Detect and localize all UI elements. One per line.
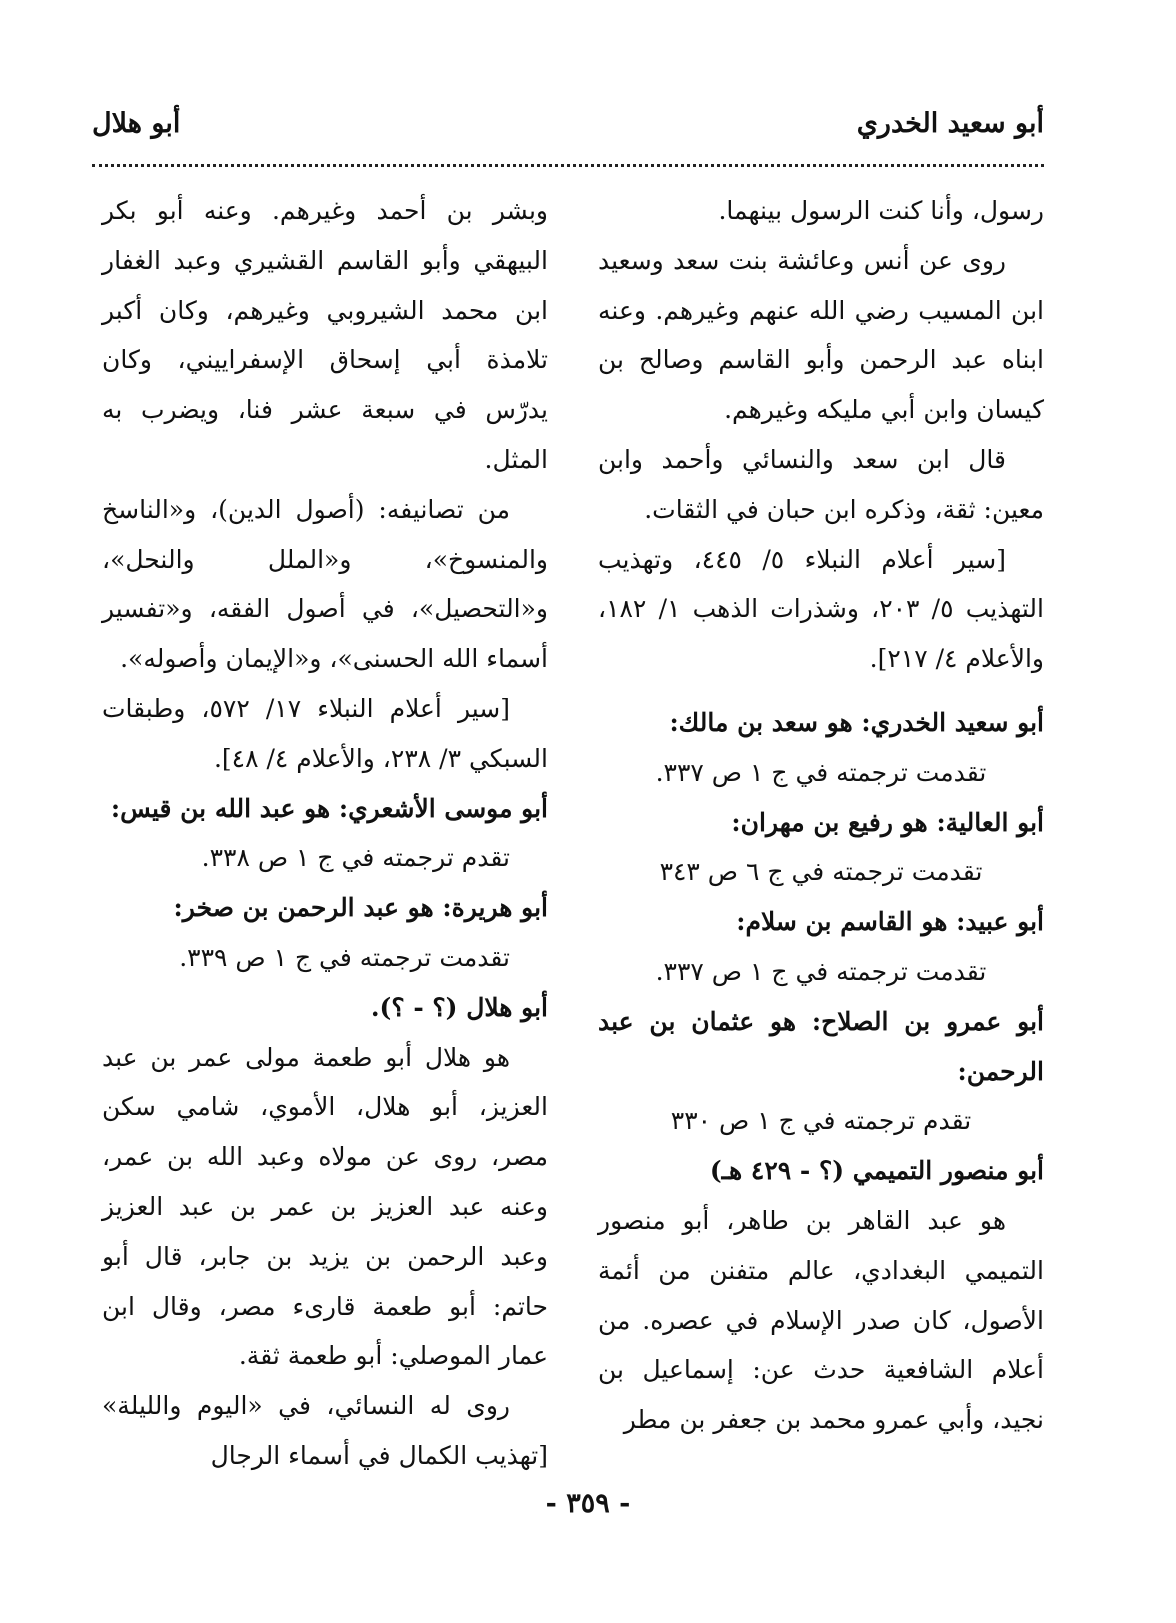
cross-reference: تقدمت ترجمته في ج ١ ص ٣٣٩. — [179, 942, 510, 972]
paragraph: هو عبد القاهر بن طاهر، أبو منصور التميمي البغدادي، عالم متفنن من أئمة الأصول، كان صدر الإسلام في عصره. من أعلام الشافعية حدث عن: إسماعيل بن نجيد، وأبي عمرو محمد بن جعفر بن مطر — [598, 1205, 1044, 1435]
running-header — [92, 108, 1044, 156]
paragraph: وبشر بن أحمد وغيرهم. وعنه أبو بكر البيهقي وأبو القاسم القشيري وعبد الغفار ابن محمد الشيروبي وغيرهم، وكان أكبر تلامذة أبي إسحاق الإسفراييني، وكان يدرّس في سبعة عشر فنا، ويضرب به المثل. — [102, 196, 548, 474]
cross-reference: تقدمت ترجمته في ج ١ ص ٣٣٧. — [655, 757, 987, 787]
entry-heading: أبو هلال (؟ - ؟). — [370, 992, 548, 1022]
header-entry-right: أبو سعيد الخدري — [856, 108, 1044, 139]
left-column — [102, 186, 548, 1481]
entry-heading: أبو عمرو بن الصلاح: هو عثمان بن عبد الرحمن: — [598, 1006, 1044, 1086]
entry-heading: أبو العالية: هو رفيع بن مهران: — [731, 807, 1044, 837]
right-column — [598, 186, 1044, 1445]
paragraph: رسول، وأنا كنت الرسول بينهما. — [718, 196, 1044, 225]
cross-reference: تقدمت ترجمته في ج ١ ص ٣٣٧. — [655, 956, 987, 986]
paragraph: قال ابن سعد والنسائي وأحمد وابن معين: ثقة، وذكره ابن حبان في الثقات. — [598, 444, 1044, 524]
paragraph: روى له النسائي، في «اليوم والليلة» [تهذيب الكمال في أسماء الرجال — [102, 1391, 548, 1470]
page-number: - ٣٥٩ - — [545, 1488, 631, 1519]
cross-reference: تقدم ترجمته في ج ١ ص ٣٣٠ — [670, 1106, 972, 1136]
header-entry-left: أبو هلال — [92, 108, 181, 139]
paragraph: هو هلال أبو طعمة مولى عمر بن عبد العزيز، أبو هلال، الأموي، شامي سكن مصر، روى عن مولاه وعبد الله بن عمر، وعنه عبد العزيز بن عمر بن عبد العزيز وعبد الرحمن بن يزيد بن جابر، قال أبو حاتم: أبو طعمة قارىء مصر، وقال ابن عمار الموصلي: أبو طعمة ثقة. — [102, 1042, 548, 1371]
paragraph: روى عن أنس وعائشة بنت سعد وسعيد ابن المسيب رضي الله عنهم وغيرهم. وعنه ابناه عبد الرحمن وأبو القاسم وصالح بن كيسان وابن أبي مليكه وغيرهم. — [598, 245, 1044, 425]
entry-heading: أبو سعيد الخدري: هو سعد بن مالك: — [669, 707, 1044, 737]
entry-heading: أبو منصور التميمي (؟ - ٤٢٩ هـ) — [709, 1156, 1044, 1186]
reference-paragraph: [سير أعلام النبلاء ١٧/ ٥٧٢، وطبقات السبكي ٣/ ٢٣٨، والأعلام ٤/ ٤٨]. — [102, 693, 548, 773]
entry-heading: أبو موسى الأشعري: هو عبد الله بن قيس: — [110, 793, 548, 823]
cross-reference: تقدم ترجمته في ج ١ ص ٣٣٨. — [201, 843, 510, 873]
reference-paragraph: [سير أعلام النبلاء ٥/ ٤٤٥، وتهذيب التهذيب ٥/ ٢٠٣، وشذرات الذهب ١/ ١٨٢، والأعلام ٤/ ٢١٧]. — [598, 544, 1044, 674]
cross-reference: تقدمت ترجمته في ج ٦ ص ٣٤٣ — [659, 857, 983, 887]
header-dotted-rule — [92, 164, 1044, 167]
entry-heading: أبو هريرة: هو عبد الرحمن بن صخر: — [173, 893, 548, 923]
entry-heading: أبو عبيد: هو القاسم بن سلام: — [736, 907, 1044, 937]
paragraph: من تصانيفه: (أصول الدين)، و«الناسخ والمنسوخ»، و«الملل والنحل»، و«التحصيل»، في أصول الفقه، و«تفسير أسماء الله الحسنى»، و«الإيمان وأصوله». — [102, 494, 548, 674]
